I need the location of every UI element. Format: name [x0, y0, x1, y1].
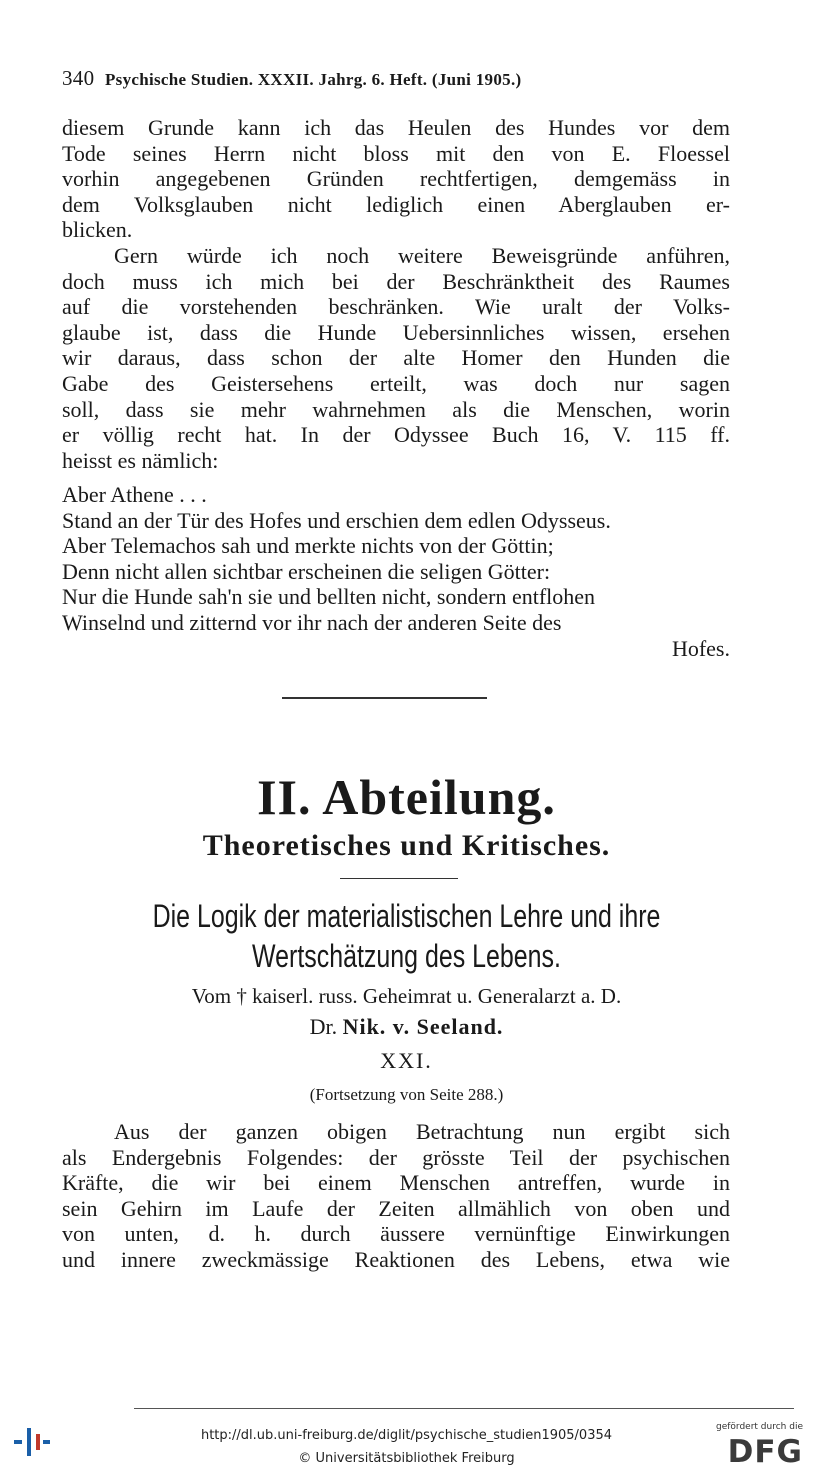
- running-header: [62, 66, 732, 91]
- chapter-number: XXI.: [380, 1048, 433, 1073]
- text-line: auf die vorstehenden beschränken. Wie uralt der Volks-: [62, 294, 730, 320]
- paragraph-3: [62, 1119, 730, 1273]
- poem-line: Hofes.: [671, 635, 730, 661]
- poem-line: Denn nicht allen sichtbar erscheinen die seligen Götter:: [62, 558, 551, 584]
- text-line: glaube ist, dass die Hunde Uebersinnliches wissen, ersehen: [62, 319, 730, 345]
- title-divider: [340, 878, 458, 879]
- paragraph-1: [62, 115, 730, 243]
- text-line: dem Volksglauben nicht lediglich einen Aberglauben er-: [62, 191, 730, 217]
- article-author: [0, 1014, 813, 1040]
- page-bottom-rule: [134, 1408, 794, 1409]
- text-line: Aus der ganzen obigen Betrachtung nun ergibt sich: [114, 1119, 730, 1144]
- dfg-logo: DFG: [727, 1434, 803, 1470]
- text-line: vorhin angegebenen Gründen rechtfertigen, demgemäss in: [62, 166, 730, 192]
- poem-line: Aber Telemachos sah und merkte nichts von der Göttin;: [62, 533, 554, 559]
- text-line: Kräfte, die wir bei einem Menschen antreffen, wurde in: [62, 1170, 730, 1196]
- poem-line: Winselnd und zitternd vor ihr nach der anderen Seite des: [62, 609, 562, 635]
- poem-quotation: [62, 482, 730, 661]
- text-line: und innere zweckmässige Reaktionen des Lebens, etwa wie: [62, 1246, 730, 1272]
- text-line: als Endergebnis Folgendes: der grösste Teil der psychischen: [62, 1144, 730, 1170]
- permalink-url[interactable]: http://dl.ub.uni-freiburg.de/diglit/psychische_studien1905/0354: [200, 1428, 613, 1443]
- text-line: Tode seines Herrn nicht bloss mit den von E. Floessel: [62, 140, 730, 166]
- author-prefix: Dr.: [309, 1014, 338, 1039]
- continuation-note: (Fortsetzung von Seite 288.): [309, 1085, 504, 1104]
- text-line: Gern würde ich noch weitere Beweisgründe anführen,: [114, 243, 730, 268]
- poem-line: Stand an der Tür des Hofes und erschien dem edlen Odysseus.: [62, 507, 611, 533]
- text-line: diesem Grunde kann ich das Heulen des Hundes vor dem: [62, 115, 730, 140]
- poem-line: Aber Athene . . .: [62, 482, 207, 507]
- author-name: Nik. v. Seeland.: [342, 1014, 504, 1039]
- article-title-line-2: Wertschätzung des Lebens.: [252, 938, 561, 974]
- copyright-notice: © Universitätsbibliothek Freiburg: [298, 1451, 515, 1466]
- text-line: Gabe des Geistersehens erteilt, was doch nur sagen: [62, 370, 730, 396]
- sponsor-label: gefördert durch die: [716, 1422, 803, 1432]
- section-heading: II. Abteilung.: [257, 769, 556, 825]
- text-line: er völlig recht hat. In der Odyssee Buch 16, V. 115 ff.: [62, 422, 730, 448]
- text-line: blicken.: [62, 217, 133, 243]
- page-number: 340: [62, 66, 95, 90]
- paragraph-2: [62, 243, 730, 473]
- text-line: doch muss ich mich bei der Beschränktheit des Raumes: [62, 268, 730, 294]
- article-title-line-1: Die Logik der materialistischen Lehre und ihre: [152, 898, 661, 934]
- section-subheading: Theoretisches und Kritisches.: [202, 829, 611, 862]
- section-divider: [282, 697, 487, 699]
- running-title: Psychische Studien. XXXII. Jahrg. 6. Heft. (Juni 1905.): [104, 70, 522, 89]
- poem-line: Nur die Hunde sah'n sie und bellten nicht, sondern entflohen: [62, 584, 596, 610]
- text-line: sein Gehirn im Laufe der Zeiten allmählich von oben und: [62, 1195, 730, 1221]
- text-line: soll, dass sie mehr wahrnehmen als die Menschen, worin: [62, 396, 730, 422]
- text-line: heisst es nämlich:: [62, 447, 219, 473]
- text-line: wir daraus, dass schon der alte Homer den Hunden die: [62, 345, 730, 371]
- text-line: von unten, d. h. durch äussere vernünftige Einwirkungen: [62, 1221, 730, 1247]
- article-byline: Vom † kaiserl. russ. Geheimrat u. Generalarzt a. D.: [191, 984, 622, 1008]
